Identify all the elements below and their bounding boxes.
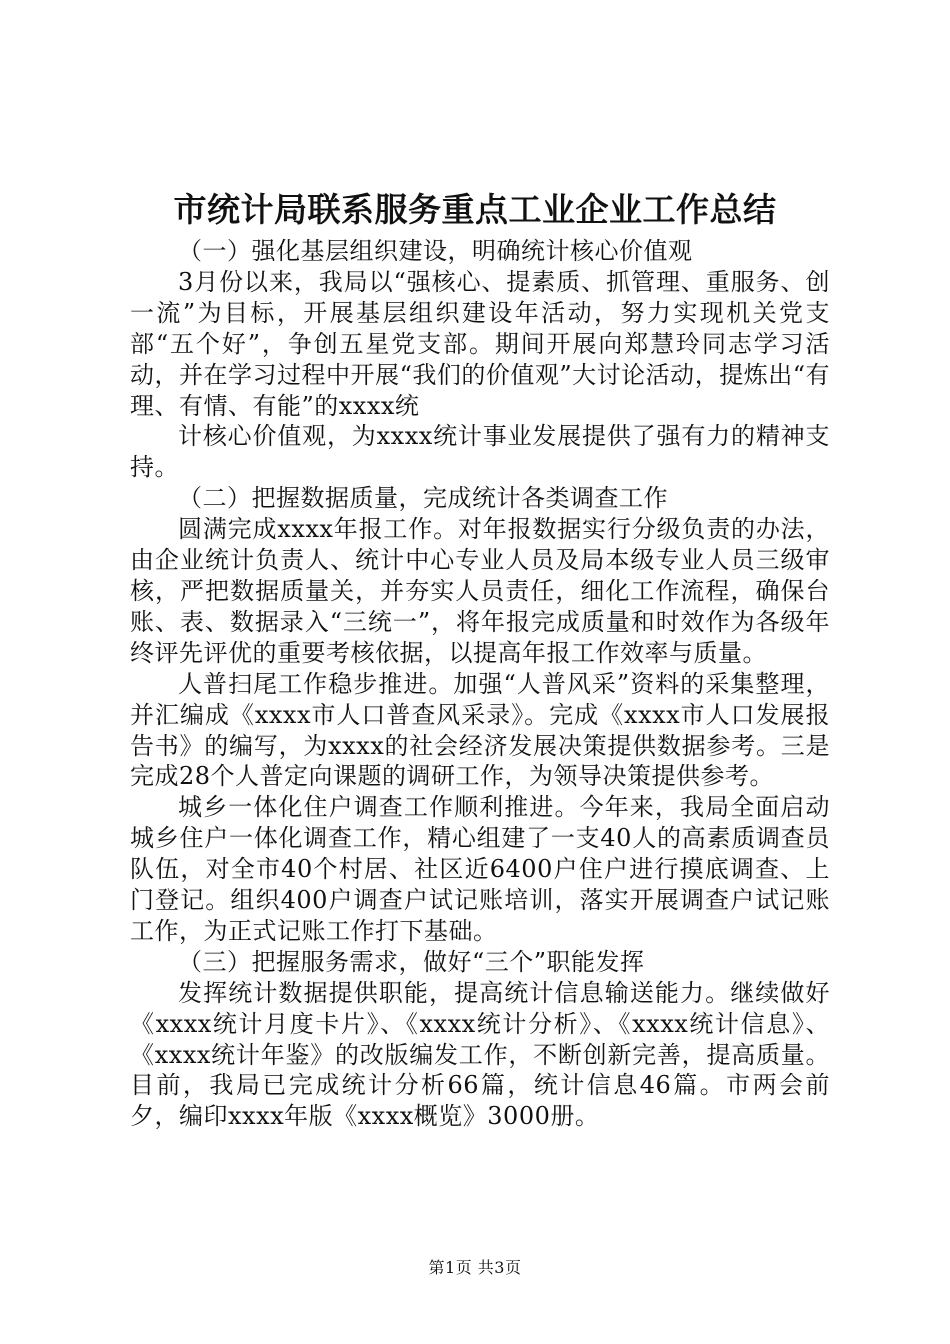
paragraph: 人普扫尾工作稳步推进。加强“人普风采”资料的采集整理，并汇编成《xxxx市人口普查风采录》。完成《xxxx市人口发展报告书》的编写，为xxxx的社会经济发展决策提供数据参考。三是完成28个人普定向课题的调研工作，为领导决策提供参考。 <box>130 669 830 791</box>
section-heading-1: （一）强化基层组织建设，明确统计核心价值观 <box>178 237 693 265</box>
paragraph: 城乡一体化住户调查工作顺利推进。今年来，我局全面启动城乡住户一体化调查工作，精心组建了一支40人的高素质调查员队伍，对全市40个村居、社区近6400户住户进行摸底调查、上门登记。组织400户调查户试记账培训，落实开展调查户试记账工作，为正式记账工作打下基础。 <box>130 793 830 945</box>
paragraph: 发挥统计数据提供职能，提高统计信息输送能力。继续做好《xxxx统计月度卡片》、《xxxx统计分析》、《xxxx统计信息》、《xxxx统计年鉴》的改版编发工作，不断创新完善，提高质量。目前，我局已完成统计分析66篇，统计信息46篇。市两会前夕，编印xxxx年版《xxxx概览》3000册。 <box>130 978 830 1131</box>
section-heading-3: （三）把握服务需求，做好“三个”职能发挥 <box>178 947 645 976</box>
paragraph: 计核心价值观，为xxxx统计事业发展提供了强有力的精神支持。 <box>130 422 830 482</box>
document-title: 市统计局联系服务重点工业企业工作总结 <box>173 190 777 229</box>
page-footer: 第1页 共3页 <box>428 1258 522 1277</box>
paragraph: 3月份以来，我局以“强核心、提素质、抓管理、重服务、创一流”为目标，开展基层组织建设年活动，努力实现机关党支部“五个好”，争创五星党支部。期间开展向郑慧玲同志学习活动，并在学习过程中开展“我们的价值观”大讨论活动，提炼出“有理、有情、有能”的xxxx统 <box>130 267 830 420</box>
document-body <box>130 236 830 1132</box>
section-heading-2: （二）把握数据质量，完成统计各类调查工作 <box>178 484 668 513</box>
paragraph: 圆满完成xxxx年报工作。对年报数据实行分级负责的办法，由企业统计负责人、统计中心专业人员及局本级专业人员三级审核，严把数据质量关，并夯实人员责任，细化工作流程，确保台账、表、数据录入“三统一”，将年报完成质量和时效作为各级年终评先评优的重要考核依据，以提高年报工作效率与质量。 <box>130 515 830 667</box>
